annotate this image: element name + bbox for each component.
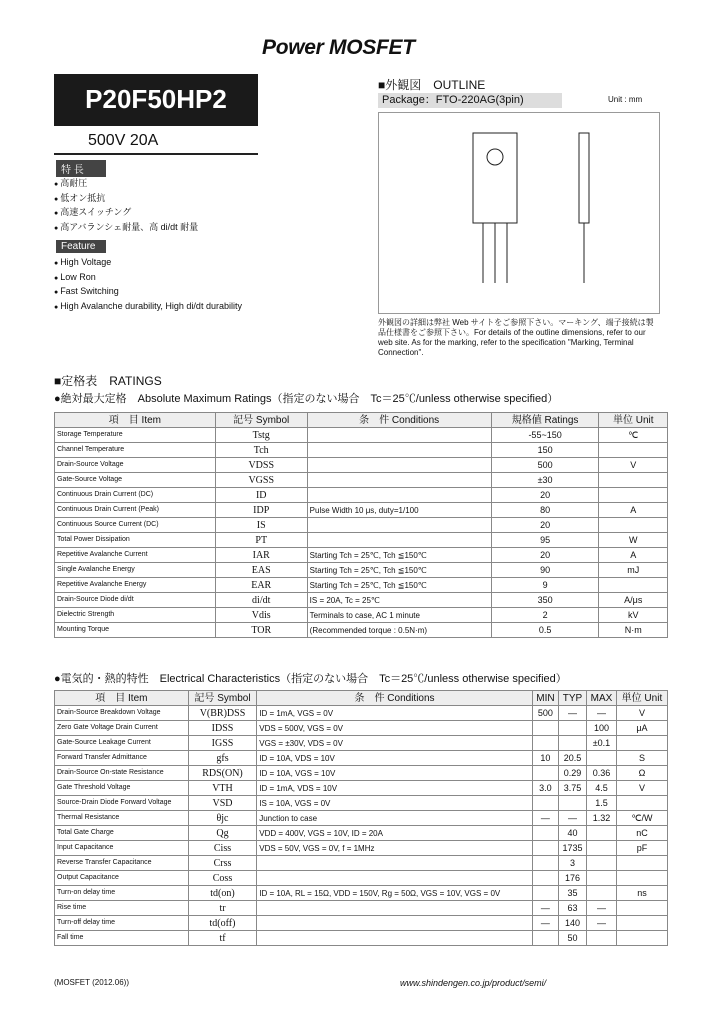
- table-row: [55, 563, 668, 578]
- table-cell: di/dt: [215, 593, 307, 608]
- table-cell: [257, 901, 533, 916]
- table-cell: ±0.1: [587, 736, 617, 751]
- table-cell: —: [587, 901, 617, 916]
- table-cell: ID = 10A, RL = 15Ω, VDD = 150V, Rg = 50Ω, VGS = 10V, VGS = 0V: [257, 886, 533, 901]
- table-cell: VDS = 50V, VGS = 0V, f = 1MHz: [257, 841, 533, 856]
- table-cell: VSD: [188, 796, 256, 811]
- table-row: [55, 593, 668, 608]
- table-cell: A: [599, 548, 668, 563]
- table-row: [55, 578, 668, 593]
- table-cell: IAR: [215, 548, 307, 563]
- table-cell: 0.29: [558, 766, 586, 781]
- table-cell: μA: [616, 721, 667, 736]
- part-number: P20F50HP2: [85, 84, 227, 114]
- table-cell: [532, 886, 558, 901]
- table-cell: Output Capacitance: [55, 871, 189, 886]
- table-cell: —: [587, 916, 617, 931]
- table-cell: VGS = ±30V, VDS = 0V: [257, 736, 533, 751]
- table-cell: EAS: [215, 563, 307, 578]
- table-cell: ID = 10A, VDS = 10V: [257, 751, 533, 766]
- table-cell: [257, 856, 533, 871]
- table-cell: gfs: [188, 751, 256, 766]
- table-cell: IDSS: [188, 721, 256, 736]
- table-cell: [532, 826, 558, 841]
- table-cell: Vdis: [215, 608, 307, 623]
- table-cell: [599, 518, 668, 533]
- column-header: 単位 Unit: [616, 691, 667, 706]
- column-header: 項 目 Item: [55, 413, 216, 428]
- table-row: [55, 623, 668, 638]
- table-cell: —: [558, 706, 586, 721]
- table-cell: [532, 721, 558, 736]
- table-cell: [616, 856, 667, 871]
- table-cell: Tch: [215, 443, 307, 458]
- table-row: [55, 721, 668, 736]
- table-cell: [532, 841, 558, 856]
- table-cell: Turn-off delay time: [55, 916, 189, 931]
- table-cell: IS = 10A, VGS = 0V: [257, 796, 533, 811]
- table-cell: Repetitive Avalanche Current: [55, 548, 216, 563]
- table-cell: [307, 443, 491, 458]
- column-header: 条 件 Conditions: [307, 413, 491, 428]
- amr-heading: ●絶対最大定格 Absolute Maximum Ratings（指定のない場合 Tc＝25℃/unless otherwise specified）: [54, 393, 559, 405]
- column-header: 記号 Symbol: [215, 413, 307, 428]
- amr-table: [54, 412, 668, 638]
- feature-jp-item: ● 低オン抵抗: [54, 192, 198, 207]
- table-cell: Zero Gate Voltage Drain Current: [55, 721, 189, 736]
- table-cell: [532, 856, 558, 871]
- table-cell: VTH: [188, 781, 256, 796]
- table-cell: Terminals to case, AC 1 minute: [307, 608, 491, 623]
- table-cell: —: [587, 706, 617, 721]
- part-number-box: [54, 74, 258, 126]
- table-row: [55, 533, 668, 548]
- table-cell: 176: [558, 871, 586, 886]
- table-cell: Storage Temperature: [55, 428, 216, 443]
- table-cell: Gate-Source Leakage Current: [55, 736, 189, 751]
- table-cell: —: [532, 916, 558, 931]
- features-en-heading: Feature: [56, 240, 106, 253]
- table-cell: VDS = 500V, VGS = 0V: [257, 721, 533, 736]
- column-header: TYP: [558, 691, 586, 706]
- table-row: [55, 706, 668, 721]
- table-cell: tf: [188, 931, 256, 946]
- table-cell: (Recommended torque : 0.5N·m): [307, 623, 491, 638]
- table-cell: [257, 931, 533, 946]
- feature-jp-item: ● 高耐圧: [54, 177, 198, 192]
- table-cell: Gate-Source Voltage: [55, 473, 216, 488]
- table-cell: [257, 916, 533, 931]
- table-cell: Total Power Dissipation: [55, 533, 216, 548]
- table-row: [55, 811, 668, 826]
- divider: [54, 153, 258, 155]
- table-cell: Reverse Transfer Capacitance: [55, 856, 189, 871]
- feature-en-item: ● High Avalanche durability, High di/dt durability: [54, 300, 242, 315]
- table-cell: V: [616, 781, 667, 796]
- footer-url[interactable]: www.shindengen.co.jp/product/semi/: [400, 978, 547, 988]
- feature-en-item: ● High Voltage: [54, 256, 242, 271]
- table-cell: [616, 871, 667, 886]
- table-row: [55, 473, 668, 488]
- table-cell: 20: [491, 518, 599, 533]
- table-cell: pF: [616, 841, 667, 856]
- table-cell: —: [558, 811, 586, 826]
- table-cell: 3.0: [532, 781, 558, 796]
- table-cell: [532, 766, 558, 781]
- table-cell: Single Avalanche Energy: [55, 563, 216, 578]
- table-cell: [616, 901, 667, 916]
- table-cell: Coss: [188, 871, 256, 886]
- table-cell: Mounting Torque: [55, 623, 216, 638]
- table-cell: 3: [558, 856, 586, 871]
- column-header: 規格値 Ratings: [491, 413, 599, 428]
- table-cell: 1735: [558, 841, 586, 856]
- table-row: [55, 503, 668, 518]
- table-row: [55, 458, 668, 473]
- table-cell: RDS(ON): [188, 766, 256, 781]
- table-row: [55, 916, 668, 931]
- features-jp-heading: 特 長: [56, 160, 106, 177]
- column-header: MAX: [587, 691, 617, 706]
- table-cell: Starting Tch = 25℃, Tch ≦150℃: [307, 548, 491, 563]
- table-cell: 80: [491, 503, 599, 518]
- column-header: 条 件 Conditions: [257, 691, 533, 706]
- table-cell: 35: [558, 886, 586, 901]
- page-title: Power MOSFET: [262, 36, 415, 59]
- features-jp-list: [54, 177, 198, 235]
- table-cell: Starting Tch = 25℃, Tch ≦150℃: [307, 563, 491, 578]
- table-cell: [532, 931, 558, 946]
- table-cell: VDD = 400V, VGS = 10V, ID = 20A: [257, 826, 533, 841]
- table-cell: Repetitive Avalanche Energy: [55, 578, 216, 593]
- table-cell: N·m: [599, 623, 668, 638]
- table-cell: 20: [491, 548, 599, 563]
- outline-heading: ■外観図 OUTLINE: [378, 78, 486, 92]
- table-cell: [616, 736, 667, 751]
- table-cell: Total Gate Charge: [55, 826, 189, 841]
- table-cell: [587, 871, 617, 886]
- ratings-heading: ■定格表 RATINGS: [54, 374, 162, 388]
- table-cell: VGSS: [215, 473, 307, 488]
- table-cell: [599, 443, 668, 458]
- table-cell: Junction to case: [257, 811, 533, 826]
- ec-heading: ●電気的・熱的特性 Electrical Characteristics（指定のない場合 Tc＝25℃/unless otherwise specified）: [54, 673, 567, 685]
- table-cell: Forward Transfer Admittance: [55, 751, 189, 766]
- table-cell: 50: [558, 931, 586, 946]
- table-cell: 140: [558, 916, 586, 931]
- table-cell: [558, 796, 586, 811]
- table-cell: 150: [491, 443, 599, 458]
- table-cell: [599, 488, 668, 503]
- table-row: [55, 428, 668, 443]
- table-cell: 20.5: [558, 751, 586, 766]
- table-cell: [257, 871, 533, 886]
- table-cell: IGSS: [188, 736, 256, 751]
- table-cell: —: [532, 901, 558, 916]
- table-row: [55, 781, 668, 796]
- table-cell: tr: [188, 901, 256, 916]
- table-cell: ID = 10A, VGS = 10V: [257, 766, 533, 781]
- table-cell: PT: [215, 533, 307, 548]
- ec-table: [54, 690, 668, 946]
- table-row: [55, 796, 668, 811]
- table-cell: IS: [215, 518, 307, 533]
- table-cell: Drain-Source Voltage: [55, 458, 216, 473]
- table-cell: [307, 458, 491, 473]
- table-cell: Dielectric Strength: [55, 608, 216, 623]
- outline-notes: 外観図の詳細は弊社 Web サイトをご参照下さい。マーキング、端子接続は製品仕様書をご参照下さい。For details of the outline dimensions, refer to our web site. As for the marking, refer to the specification "Marking, Terminal Connection".: [378, 318, 654, 357]
- table-row: [55, 548, 668, 563]
- table-cell: [532, 796, 558, 811]
- feature-en-item: ● Low Ron: [54, 271, 242, 286]
- table-cell: 40: [558, 826, 586, 841]
- feature-en-item: ● Fast Switching: [54, 285, 242, 300]
- table-cell: Continuous Drain Current (Peak): [55, 503, 216, 518]
- table-cell: S: [616, 751, 667, 766]
- table-row: [55, 608, 668, 623]
- table-cell: td(on): [188, 886, 256, 901]
- column-header: 単位 Unit: [599, 413, 668, 428]
- table-cell: kV: [599, 608, 668, 623]
- table-cell: Ciss: [188, 841, 256, 856]
- table-cell: θjc: [188, 811, 256, 826]
- table-cell: 95: [491, 533, 599, 548]
- table-cell: nC: [616, 826, 667, 841]
- table-cell: 500: [532, 706, 558, 721]
- table-cell: Fall time: [55, 931, 189, 946]
- table-cell: V: [616, 706, 667, 721]
- table-cell: [587, 931, 617, 946]
- table-cell: Source-Drain Diode Forward Voltage: [55, 796, 189, 811]
- table-cell: Rise time: [55, 901, 189, 916]
- table-cell: [532, 736, 558, 751]
- table-cell: 100: [587, 721, 617, 736]
- table-cell: 0.5: [491, 623, 599, 638]
- column-header: 項 目 Item: [55, 691, 189, 706]
- table-cell: [616, 916, 667, 931]
- table-cell: [532, 871, 558, 886]
- table-cell: IDP: [215, 503, 307, 518]
- table-cell: —: [532, 811, 558, 826]
- table-cell: 20: [491, 488, 599, 503]
- table-cell: [558, 721, 586, 736]
- table-cell: Continuous Drain Current (DC): [55, 488, 216, 503]
- outline-drawing: [378, 112, 660, 314]
- table-cell: Drain-Source Diode di/dt: [55, 593, 216, 608]
- table-cell: 63: [558, 901, 586, 916]
- column-header: 記号 Symbol: [188, 691, 256, 706]
- table-cell: Thermal Resistance: [55, 811, 189, 826]
- table-cell: [587, 826, 617, 841]
- table-row: [55, 856, 668, 871]
- voltage-current-rating: 500V 20A: [88, 132, 159, 149]
- table-row: [55, 841, 668, 856]
- table-cell: ±30: [491, 473, 599, 488]
- table-cell: TOR: [215, 623, 307, 638]
- table-cell: Tstg: [215, 428, 307, 443]
- table-cell: 9: [491, 578, 599, 593]
- table-cell: Qg: [188, 826, 256, 841]
- table-row: [55, 488, 668, 503]
- table-cell: [307, 473, 491, 488]
- table-cell: IS = 20A, Tc = 25℃: [307, 593, 491, 608]
- table-row: [55, 443, 668, 458]
- table-cell: ID = 1mA, VDS = 10V: [257, 781, 533, 796]
- table-cell: 350: [491, 593, 599, 608]
- table-cell: mJ: [599, 563, 668, 578]
- table-cell: 1.5: [587, 796, 617, 811]
- table-cell: 1.32: [587, 811, 617, 826]
- table-row: [55, 901, 668, 916]
- table-cell: Starting Tch = 25℃, Tch ≦150℃: [307, 578, 491, 593]
- table-cell: A/μs: [599, 593, 668, 608]
- table-row: [55, 871, 668, 886]
- feature-jp-item: ● 高速スイッチング: [54, 206, 198, 221]
- table-cell: [616, 931, 667, 946]
- table-cell: V(BR)DSS: [188, 706, 256, 721]
- table-cell: W: [599, 533, 668, 548]
- table-cell: [307, 488, 491, 503]
- table-cell: 3.75: [558, 781, 586, 796]
- table-cell: -55~150: [491, 428, 599, 443]
- table-cell: Turn-on delay time: [55, 886, 189, 901]
- table-cell: 4.5: [587, 781, 617, 796]
- features-en-list: [54, 256, 242, 314]
- table-cell: Channel Temperature: [55, 443, 216, 458]
- column-header: MIN: [532, 691, 558, 706]
- table-row: [55, 931, 668, 946]
- table-cell: [587, 751, 617, 766]
- table-cell: 0.36: [587, 766, 617, 781]
- table-row: [55, 518, 668, 533]
- table-cell: td(off): [188, 916, 256, 931]
- table-cell: [307, 518, 491, 533]
- table-cell: Continuous Source Current (DC): [55, 518, 216, 533]
- table-cell: VDSS: [215, 458, 307, 473]
- table-cell: ℃: [599, 428, 668, 443]
- table-cell: [587, 856, 617, 871]
- table-cell: ID: [215, 488, 307, 503]
- table-cell: [558, 736, 586, 751]
- table-cell: 500: [491, 458, 599, 473]
- table-cell: [599, 578, 668, 593]
- table-cell: 10: [532, 751, 558, 766]
- feature-jp-item: ● 高アバランシェ耐量、高 di/dt 耐量: [54, 221, 198, 236]
- table-cell: [599, 473, 668, 488]
- footer-date: (MOSFET (2012.06)): [54, 978, 129, 987]
- table-cell: Ω: [616, 766, 667, 781]
- table-row: [55, 751, 668, 766]
- table-cell: ns: [616, 886, 667, 901]
- table-cell: Input Capacitance: [55, 841, 189, 856]
- table-cell: 2: [491, 608, 599, 623]
- table-cell: [616, 796, 667, 811]
- table-cell: ID = 1mA, VGS = 0V: [257, 706, 533, 721]
- table-cell: Pulse Width 10 μs, duty=1/100: [307, 503, 491, 518]
- table-row: [55, 736, 668, 751]
- table-cell: Gate Threshold Voltage: [55, 781, 189, 796]
- table-cell: [307, 428, 491, 443]
- table-row: [55, 826, 668, 841]
- table-cell: [587, 841, 617, 856]
- table-cell: Crss: [188, 856, 256, 871]
- package-label: Package：FTO-220AG(3pin): [378, 93, 562, 108]
- table-cell: EAR: [215, 578, 307, 593]
- table-cell: 90: [491, 563, 599, 578]
- table-cell: [307, 533, 491, 548]
- table-cell: Drain-Source On-state Resistance: [55, 766, 189, 781]
- table-row: [55, 886, 668, 901]
- table-cell: Drain-Source Breakdown Voltage: [55, 706, 189, 721]
- table-cell: V: [599, 458, 668, 473]
- table-cell: [587, 886, 617, 901]
- table-cell: A: [599, 503, 668, 518]
- unit-label: Unit : mm: [608, 95, 643, 104]
- table-cell: ℃/W: [616, 811, 667, 826]
- table-row: [55, 766, 668, 781]
